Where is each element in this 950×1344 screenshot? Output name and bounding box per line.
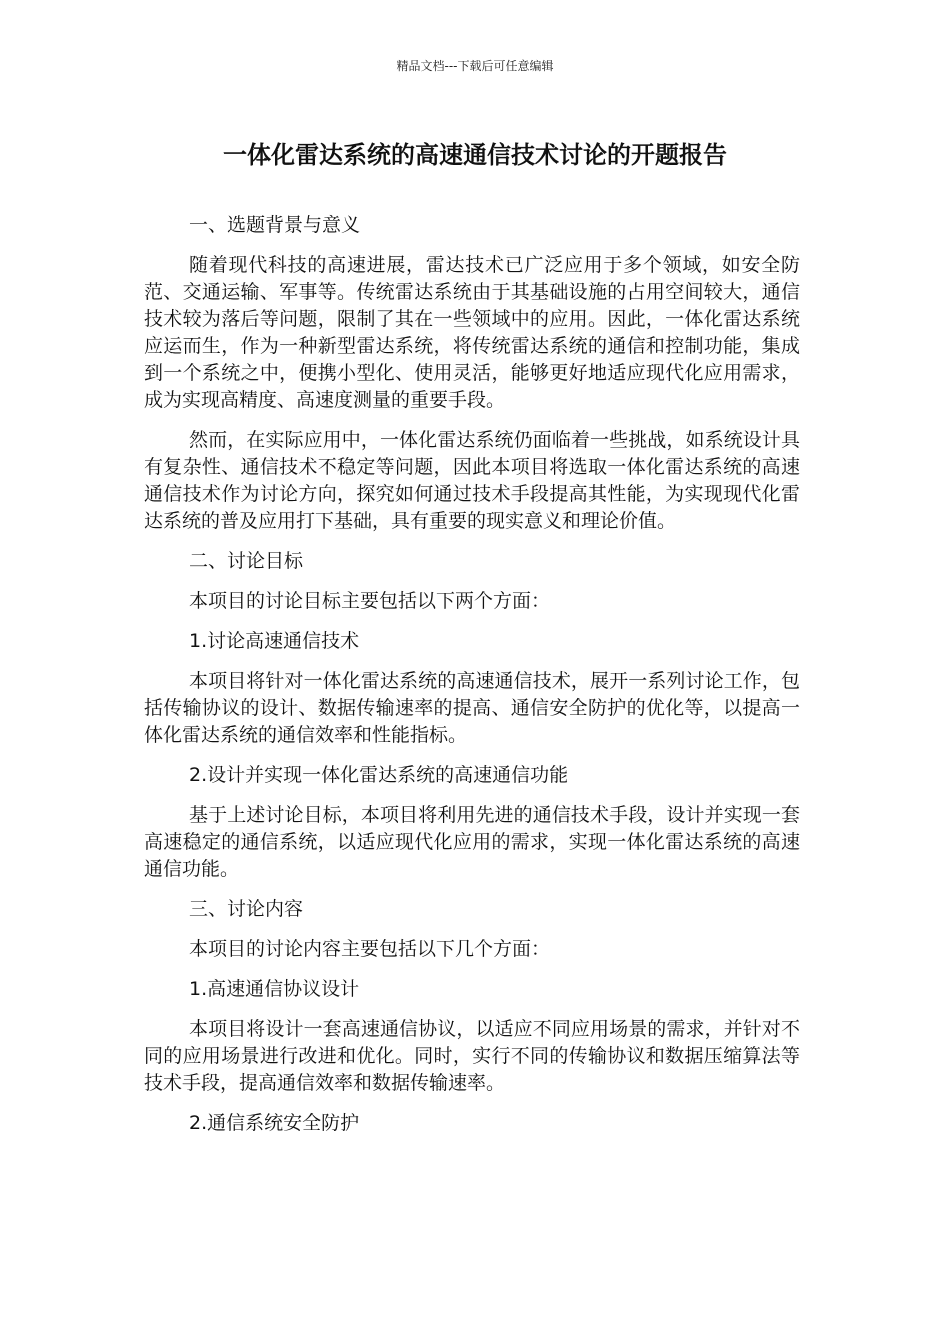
goal-1-paragraph: 本项目将针对一体化雷达系统的高速通信技术，展开一系列讨论工作，包括传输协议的设计、数据传输速率的提高、通信安全防护的优化等，以提高一体化雷达系统的通信效率和性能指标。: [144, 670, 800, 746]
content-2-heading: 2.通信系统安全防护: [189, 1112, 360, 1134]
paragraph-background-1: 随着现代科技的高速进展，雷达技术已广泛应用于多个领域，如安全防范、交通运输、军事等。传统雷达系统由于其基础设施的占用空间较大，通信技术较为落后等问题，限制了其在一些领域中的应用。因此，一体化雷达系统应运而生，作为一种新型雷达系统，将传统雷达系统的通信和控制功能，集成到一个系统之中，便携小型化、使用灵活，能够更好地适应现代化应用需求，成为实现高精度、高速度测量的重要手段。: [144, 254, 800, 411]
content-1-paragraph: 本项目将设计一套高速通信协议，以适应不同应用场景的需求，并针对不同的应用场景进行改进和优化。同时，实行不同的传输协议和数据压缩算法等技术手段，提高通信效率和数据传输速率。: [144, 1018, 800, 1094]
goal-1-heading: 1.讨论高速通信技术: [189, 630, 360, 652]
section-heading-content: 三、讨论内容: [189, 898, 304, 920]
goal-2-heading: 2.设计并实现一体化雷达系统的高速通信功能: [189, 764, 569, 786]
section-heading-goals: 二、讨论目标: [189, 550, 304, 572]
content-1-heading: 1.高速通信协议设计: [189, 978, 360, 1000]
header-note: 精品文档---下载后可任意编辑: [396, 59, 554, 73]
goals-intro: 本项目的讨论目标主要包括以下两个方面：: [189, 590, 551, 612]
goal-2-paragraph: 基于上述讨论目标，本项目将利用先进的通信技术手段，设计并实现一套高速稳定的通信系统，以适应现代化应用的需求，实现一体化雷达系统的高速通信功能。: [144, 804, 800, 880]
document-title: 一体化雷达系统的高速通信技术讨论的开题报告: [223, 141, 727, 169]
section-heading-background: 一、选题背景与意义: [189, 214, 361, 236]
paragraph-background-2: 然而，在实际应用中，一体化雷达系统仍面临着一些挑战，如系统设计具有复杂性、通信技术不稳定等问题，因此本项目将选取一体化雷达系统的高速通信技术作为讨论方向，探究如何通过技术手段提高其性能，为实现现代化雷达系统的普及应用打下基础，具有重要的现实意义和理论价值。: [144, 429, 800, 532]
document-body: [144, 212, 800, 1150]
content-intro: 本项目的讨论内容主要包括以下几个方面：: [189, 938, 551, 960]
